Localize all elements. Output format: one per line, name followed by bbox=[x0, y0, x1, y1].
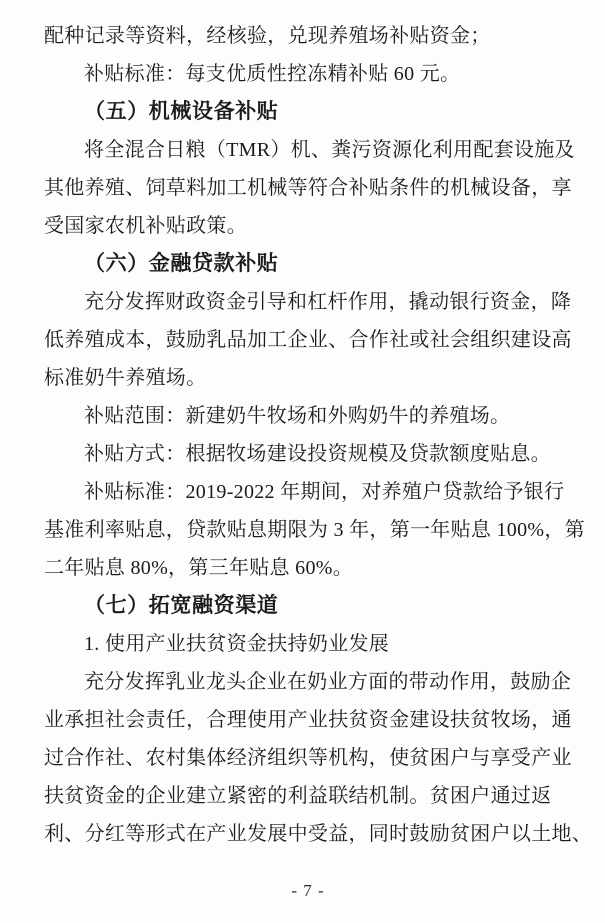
para-subsidy-standard-loan-line-3: 二年贴息 80%，第三年贴息 60%。 bbox=[44, 557, 354, 579]
para-machinery-line-1: 将全混合日粮（TMR）机、粪污资源化利用配套设施及 bbox=[84, 139, 575, 161]
para-poverty-line-1: 充分发挥乳业龙头企业在奶业方面的带动作用，鼓励企 bbox=[84, 671, 572, 693]
para-subsidy-method: 补贴方式：根据牧场建设投资规模及贷款额度贴息。 bbox=[84, 443, 551, 465]
para-poverty-line-2: 业承担社会责任，合理使用产业扶贫资金建设扶贫牧场，通 bbox=[44, 709, 572, 731]
heading-section-6-financial-loan-subsidy: （六）金融贷款补贴 bbox=[84, 252, 279, 275]
para-loan-intro-line-1: 充分发挥财政资金引导和杠杆作用，撬动银行资金，降 bbox=[84, 291, 572, 313]
item-1-poverty-alleviation-funds: 1. 使用产业扶贫资金扶持奶业发展 bbox=[84, 633, 390, 655]
page-footer bbox=[44, 881, 572, 901]
page-number: - 7 - bbox=[291, 881, 325, 900]
para-breeding-records-continuation: 配种记录等资料，经核验，兑现养殖场补贴资金； bbox=[44, 25, 491, 47]
para-subsidy-standard-frozen-semen: 补贴标准：每支优质性控冻精补贴 60 元。 bbox=[84, 63, 461, 85]
para-loan-intro-line-3: 标准奶牛养殖场。 bbox=[44, 367, 207, 389]
para-poverty-line-5: 利、分红等形式在产业发展中受益，同时鼓励贫困户以土地、 bbox=[44, 823, 593, 845]
para-subsidy-standard-loan-line-2: 基准利率贴息，贷款贴息期限为 3 年，第一年贴息 100%，第 bbox=[44, 519, 585, 541]
para-subsidy-standard-loan-line-1: 补贴标准：2019-2022 年期间，对养殖户贷款给予银行 bbox=[84, 481, 565, 503]
para-loan-intro-line-2: 低养殖成本，鼓励乳品加工企业、合作社或社会组织建设高 bbox=[44, 329, 572, 351]
para-poverty-line-4: 扶贫资金的企业建立紧密的利益联结机制。贫困户通过返 bbox=[44, 785, 552, 807]
text-block bbox=[44, 17, 593, 853]
para-poverty-line-3: 过合作社、农村集体经济组织等机构，使贫困户与享受产业 bbox=[44, 747, 572, 769]
para-machinery-line-3: 受国家农机补贴政策。 bbox=[44, 215, 247, 237]
heading-section-7-financing-channels: （七）拓宽融资渠道 bbox=[84, 594, 279, 617]
heading-section-5-machinery-subsidy: （五）机械设备补贴 bbox=[84, 100, 279, 123]
para-machinery-line-2: 其他养殖、饲草料加工机械等符合补贴条件的机械设备，享 bbox=[44, 177, 572, 199]
para-subsidy-scope: 补贴范围：新建奶牛牧场和外购奶牛的养殖场。 bbox=[84, 405, 511, 427]
